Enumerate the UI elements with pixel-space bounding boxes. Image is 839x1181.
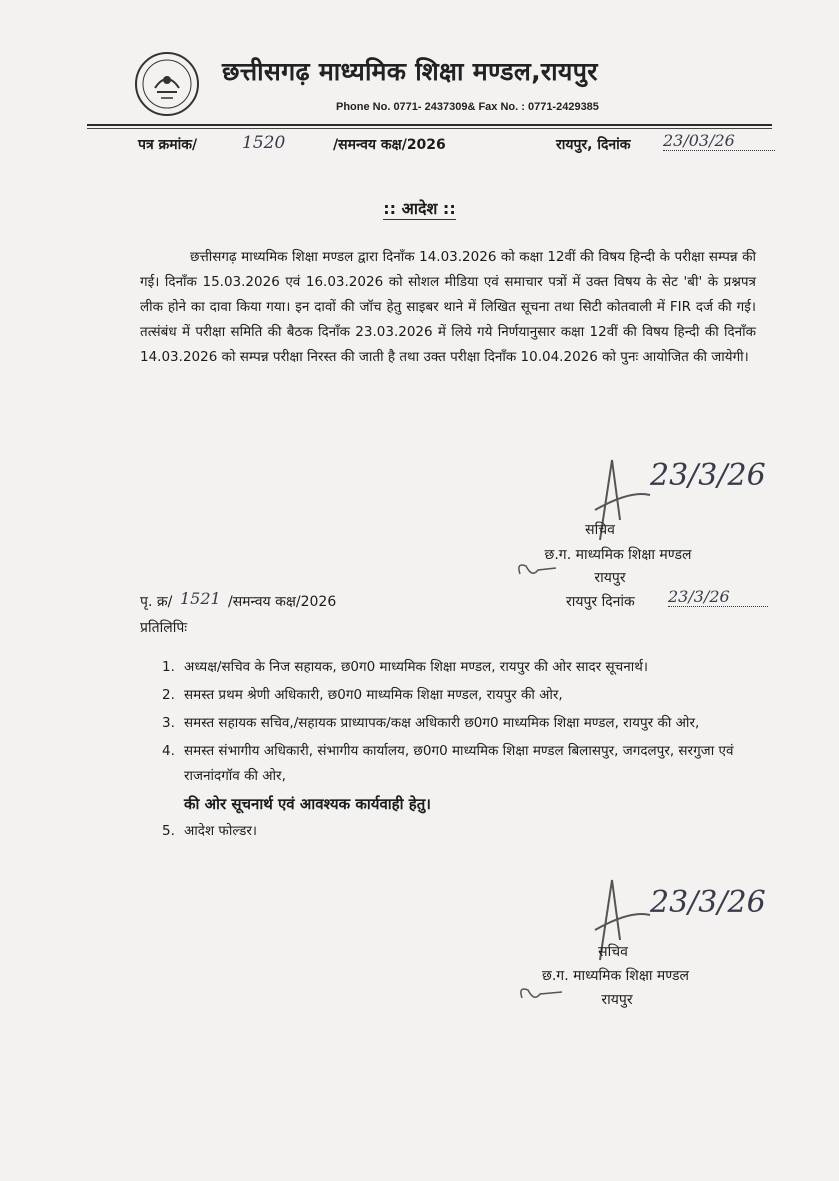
ref-number: 1520 — [242, 133, 286, 153]
copies-note: की ओर सूचनार्थ एवं आवश्यक कार्यवाही हेतु। — [184, 795, 431, 813]
header-rule — [87, 124, 772, 126]
signature-1-date: 23/3/26 — [650, 458, 766, 493]
signature-1-city: रायपुर — [594, 570, 626, 586]
signature-1-initial — [512, 556, 562, 584]
copy-ref-section: /समन्वय कक्ष/2026 — [228, 594, 337, 610]
copy-ref-place-date-label: रायपुर दिनांक — [566, 594, 635, 610]
copy-ref-label: पृ. क्र/ — [140, 594, 173, 610]
signature-2-initial — [514, 980, 569, 1008]
ref-date: 23/03/26 — [663, 131, 775, 151]
copies-label: प्रतिलिपिः — [140, 620, 188, 636]
ref-label: पत्र क्रमांक/ — [138, 137, 198, 153]
signature-2-date: 23/3/26 — [650, 885, 766, 920]
signature-1-designation: सचिव — [585, 522, 615, 538]
ref-section: /समन्वय कक्ष/2026 — [333, 137, 446, 153]
signature-1-org: छ.ग. माध्यमिक शिक्षा मण्डल — [544, 547, 692, 563]
organization-title: छत्तीसगढ़ माध्यमिक शिक्षा मण्डल,रायपुर — [222, 57, 598, 86]
copy-ref-number: 1521 — [180, 589, 221, 608]
list-item: 2. समस्त प्रथम श्रेणी अधिकारी, छ0ग0 माध्यमिक शिक्षा मण्डल, रायपुर की ओर, — [162, 687, 563, 703]
list-item: 3. समस्त सहायक सचिव,/सहायक प्राध्यापक/कक्ष अधिकारी छ0ग0 माध्यमिक शिक्षा मण्डल, रायपुर की ओर, — [162, 715, 700, 731]
signature-2-city: रायपुर — [601, 992, 633, 1008]
list-item: 4. समस्त संभागीय अधिकारी, संभागीय कार्यालय, छ0ग0 माध्यमिक शिक्षा मण्डल बिलासपुर, जगदलपुर, सरगुजा एवं राजनांदगॉव की ओर, — [162, 743, 734, 784]
contact-line: Phone No. 0771- 2437309& Fax No. : 0771-2429385 — [336, 101, 599, 113]
list-item: 1. अध्यक्ष/सचिव के निज सहायक, छ0ग0 माध्यमिक शिक्षा मण्डल, रायपुर की ओर सादर सूचनार्थ। — [162, 659, 648, 675]
list-item: 5. आदेश फोल्डर। — [162, 823, 257, 839]
header-rule-thin — [87, 128, 772, 129]
ref-place-date-label: रायपुर, दिनांक — [556, 137, 631, 153]
copies-list — [162, 655, 762, 847]
order-heading: :: आदेश :: — [383, 199, 456, 218]
order-body-text: छत्तीसगढ़ माध्यमिक शिक्षा मण्डल द्वारा दिनाँक 14.03.2026 को कक्षा 12वीं की विषय हिन्दी के परीक्षा सम्पन्न की गई। दिनाँक 15.03.2026 एवं 16.03.2026 को सोशल मीडिया एवं समाचार पत्रों में उक्त विषय के सेट 'बी' के प्रश्नपत्र लीक होने का दावा किया गया। इन दावों की जॉच हेतु साइबर थाने में लिखित सूचना तथा सिटी कोतवाली में FIR दर्ज की गई। तत्संबंध में परीक्षा समिति की बैठक दिनाँक 23.03.2026 में लिये गये निर्णयानुसार कक्षा 12वीं की विषय हिन्दी की दिनाँक 14.03.2026 को सम्पन्न परीक्षा निरस्त की जाती है तथा उक्त परीक्षा दिनाँक 10.04.2026 को पुनः आयोजित की जायेगी। — [140, 249, 756, 365]
signature-2-designation: सचिव — [598, 944, 628, 960]
order-body — [140, 245, 756, 370]
signature-2-org: छ.ग. माध्यमिक शिक्षा मण्डल — [542, 968, 689, 984]
copy-ref-date: 23/3/26 — [668, 587, 768, 607]
board-seal-icon — [133, 50, 201, 118]
